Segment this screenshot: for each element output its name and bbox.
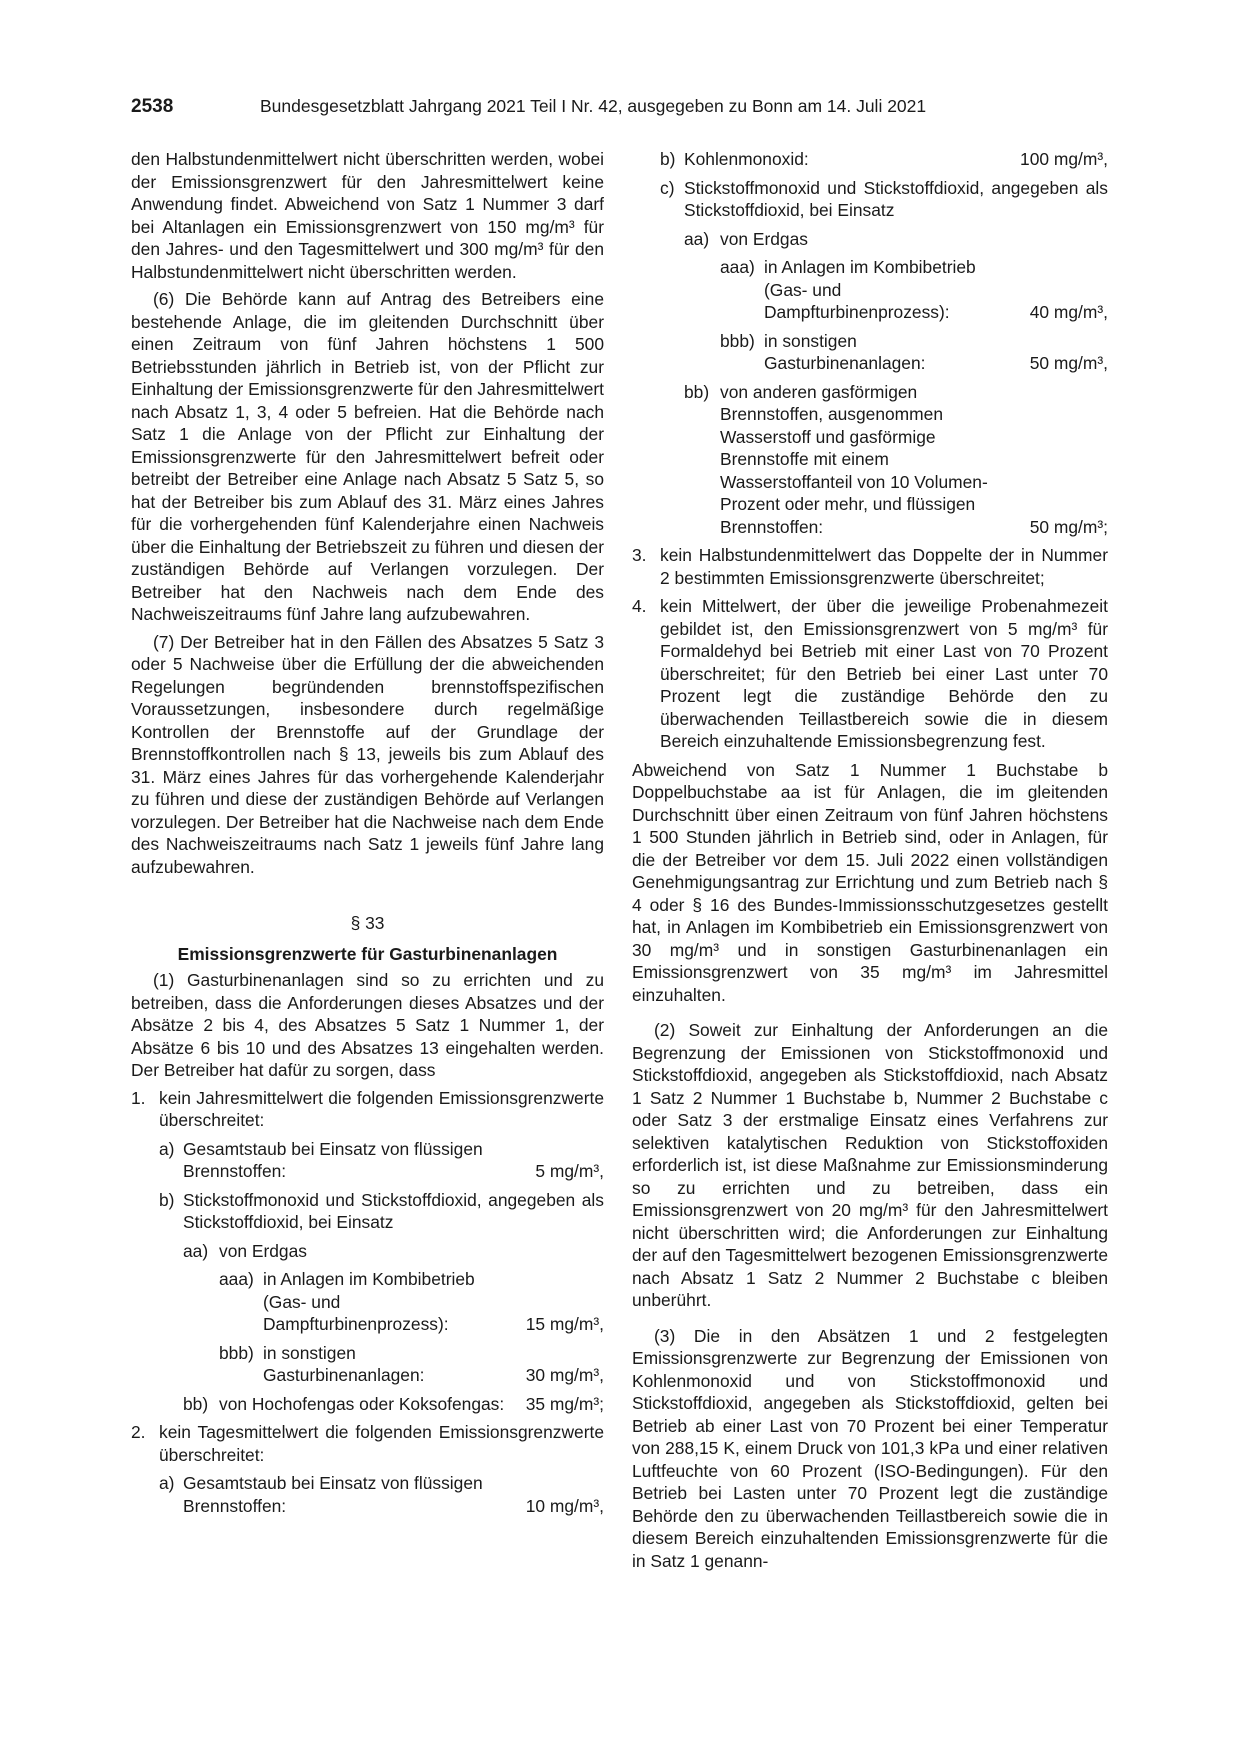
limit-value: 40 mg/m³, [1029,302,1108,322]
paragraph-7: (7) Der Betreiber hat in den Fällen des Absatzes 5 Satz 3 oder 5 Nachweise über die Erfüllung der die abweichenden Regelungen begründenden brennstoffspezifischen Voraussetzungen, insbesondere durch regelmäßige Kontrollen der Brennstoffe auf der Grundlage der Brennstoffkontrollen nach § 13, jeweils bis zum Ablauf des 31. März eines Jahres für das vorhergehende Kalenderjahr zu führen und diese der zuständigen Behörde auf Verlangen vorzulegen. Der Betreiber hat die Nachweise nach dem Ende des Nachweiszeitraums nach Satz 1 jeweils fünf Jahre lang aufzubewahren. [131,631,604,877]
running-head: Bundesgesetzblatt Jahrgang 2021 Teil I Nr. 42, ausgegeben zu Bonn am 14. Juli 2021 [260,96,927,116]
item-text: Kohlenmonoxid: [684,149,809,169]
limit-value: 50 mg/m³; [1029,516,1108,537]
item-text: Stickstoffmonoxid und Stickstoffdioxid, angegeben als Stickstoffdioxid, bei Einsatz [684,177,1108,220]
list-item-2b [632,148,1108,171]
list-item-1a [131,1138,604,1183]
item-label: bb) [183,1393,209,1414]
right-column [632,148,1108,1577]
item-text: von Hochofengas oder Koksofengas: [219,1393,505,1414]
limit-value: 35 mg/m³; [525,1393,604,1414]
item-text: kein Mittelwert, der über die jeweilige Probenahmezeit gebildet ist, den Emissionsgrenzwert von 5 mg/m³ für Formaldehyd bei Betrieb mit einer Last von 70 Prozent überschreitet; für den Betrieb bei einer Last unter 70 Prozent legt die zuständige Behörde den zu überwachenden Teillastbereich sowie die in diesem Bereich einzuhaltende Emissionsbegrenzung fest. [660,596,1108,751]
paragraph-abweichend: Abweichend von Satz 1 Nummer 1 Buchstabe b Doppelbuchstabe aa ist für Anlagen, die im gleitenden Durchschnitt über einen Zeitraum von fünf Jahren höchstens 1 500 Stunden jährlich in Betrieb sind, oder in Anlagen, für die der Betreiber vor dem 15. Juli 2022 einen vollständigen Genehmigungsantrag zur Errichtung und zum Betrieb nach § 4 oder § 16 des Bundes-Immissionsschutzgesetzes gestellt hat, in Anlagen im Kombibetrieb ein Emissionsgrenzwert von 30 mg/m³ und in sonstigen Gasturbinenanlagen ein Emissionsgrenzwert von 35 mg/m³ im Jahresmittel einzuhalten. [632,759,1108,1005]
item-text: in sonstigen Gasturbinenanlagen: [263,1342,425,1385]
section-paragraph-1: (1) Gasturbinenanlagen sind so zu errichten und zu betreiben, dass die Anforderungen dieses Absatzes und der Absätze 2 bis 4, des Absatzes 5 Satz 1 Nummer 1, der Absätze 6 bis 10 und des Absatzes 13 eingehalten werden. Der Betreiber hat dafür zu sorgen, dass [131,970,604,1080]
list-item-2c-aa [632,228,1108,251]
item-text: kein Halbstundenmittelwert das Doppelte der in Nummer 2 bestimmten Emissionsgrenzwerte überschreitet; [660,545,1108,588]
item-label: 4. [632,596,647,616]
item-text: kein Tagesmittelwert die folgenden Emissionsgrenzwerte überschreitet: [159,1422,604,1465]
item-label: aaa) [219,1269,254,1289]
list-item-3 [632,544,1108,589]
item-label: bbb) [720,330,755,351]
list-item-1 [131,1087,604,1132]
limit-value: 5 mg/m³, [535,1161,604,1181]
item-text: in Anlagen im Kombibetrieb (Gas- und Dampfturbinenprozess): [764,257,976,322]
limit-value: 15 mg/m³, [525,1314,604,1334]
list-item-2c-bbb [632,330,1108,375]
item-text: kein Jahresmittelwert die folgenden Emissionsgrenzwerte überschreitet: [159,1087,604,1130]
item-label: aaa) [720,257,755,277]
limit-value: 50 mg/m³, [1029,353,1108,373]
item-label: 3. [632,545,647,565]
list-item-2c [632,177,1108,222]
left-column [131,148,604,1523]
item-text: Gesamtstaub bei Einsatz von flüssigen Brennstoffen: [183,1473,483,1516]
list-item-1b-bb [131,1393,604,1416]
limit-value: 10 mg/m³, [525,1495,604,1516]
item-label: c) [660,177,675,198]
item-text: in sonstigen Gasturbinenanlagen: [764,330,926,373]
list-item-2c-bb [632,381,1108,539]
item-label: aa) [684,228,710,249]
limit-value: 100 mg/m³, [1020,149,1108,169]
item-text: von anderen gasförmigen Brennstoffen, ausgenommen Wasserstoff und gasförmige Brennstoffe mit einem Wasserstoffanteil von 10 Volumen-Prozent oder mehr, und flüssigen Brennstoffen: [720,381,988,537]
item-label: b) [660,149,676,169]
item-text: von Erdgas [720,228,808,249]
page-header [131,96,1111,126]
item-text: in Anlagen im Kombibetrieb (Gas- und Dampfturbinenprozess): [263,1269,475,1334]
list-item-2a [131,1472,604,1517]
item-text: Gesamtstaub bei Einsatz von flüssigen Brennstoffen: [183,1138,483,1181]
page-number: 2538 [131,96,174,117]
item-label: a) [159,1473,175,1493]
section-paragraph-3: (3) Die in den Absätzen 1 und 2 festgelegten Emissionsgrenzwerte zur Begrenzung der Emissionen von Kohlenmonoxid und von Stickstoffmonoxid und Stickstoffdioxid, angegeben als Stickstoffdioxid, gelten bei Betrieb ab einer Last von 70 Prozent bei einer Temperatur von 288,15 K, einem Druck von 101,3 kPa und einer relativen Luftfeuchte von 60 Prozent (ISO-Bedingungen). Für den Betrieb bei Lasten unter 70 Prozent legt die zuständige Behörde den zu überwachenden Teillastbereich sowie die in diesem Bereich einzuhaltenden Emissionsgrenzwerte für die in Satz 1 genann- [632,1325,1108,1571]
list-item-2 [131,1421,604,1466]
list-item-2c-aaa [632,256,1108,324]
item-label: a) [159,1138,175,1159]
item-label: aa) [183,1240,209,1261]
paragraph-continued: den Halbstundenmittelwert nicht überschritten werden, wobei der Emissionsgrenzwert für den Jahresmittelwert keine Anwendung findet. Abweichend von Satz 1 Nummer 3 darf bei Altanlagen ein Emissionsgrenzwert von 150 mg/m³ für den Jahres- und den Tagesmittelwert und 300 mg/m³ für den Halbstundenmittelwert nicht überschritten werden. [131,149,604,282]
item-label: bbb) [219,1342,254,1363]
paragraph-6: (6) Die Behörde kann auf Antrag des Betreibers eine bestehende Anlage, die im gleitenden Durchschnitt über einen Zeitraum von fünf Jahren höchstens 1 500 Betriebsstunden jährlich in Betrieb ist, von der Pflicht zur Einhaltung der Emissionsgrenzwerte für den Jahresmittelwert nach Absatz 1, 3, 4 oder 5 befreien. Hat die Behörde nach Satz 1 die Anlage von der Pflicht zur Einhaltung der Emissionsgrenzwerte für den Jahresmittelwert befreit oder betreibt der Betreiber eine Anlage nach Absatz 5 Satz 5, so hat der Betreiber bis zum Ablauf des 31. März eines Jahres für die vorhergehenden fünf Kalenderjahre einen Nachweis über die Einhaltung der Betriebszeit zu führen und diesen der zuständigen Behörde auf Verlangen vorzulegen. Der Betreiber hat den Nachweis nach dem Ende des Nachweiszeitraums fünf Jahre lang aufzubewahren. [131,289,604,624]
limit-value: 30 mg/m³, [525,1365,604,1385]
item-label: bb) [684,381,710,402]
item-text: Stickstoffmonoxid und Stickstoffdioxid, angegeben als Stickstoffdioxid, bei Einsatz [183,1189,604,1232]
list-item-1b-aaa [131,1268,604,1336]
section-title: Emissionsgrenzwerte für Gasturbinenanlagen [177,943,558,964]
list-item-1b [131,1189,604,1234]
section-paragraph-2: (2) Soweit zur Einhaltung der Anforderungen an die Begrenzung der Emissionen von Stickstoffmonoxid und Stickstoffdioxid, angegeben als Stickstoffdioxid, nach Absatz 1 Satz 2 Nummer 1 Buchstabe b, Nummer 2 Buchstabe c oder Satz 3 der erstmalige Einsatz eines Verfahrens zur selektiven katalytischen Reduktion von Stickstoffoxiden erforderlich ist, ist diese Maßnahme zur Emissionsminderung so zu errichten und zu betreiben, dass ein Emissionsgrenzwert von 20 mg/m³ für den Jahresmittelwert nicht überschritten wird; die Anforderungen zur Einhaltung der auf den Tagesmittelwert bezogenen Emissionsgrenzwerte nach Absatz 1 Satz 2 Nummer 2 Buchstabe c bleiben unberührt. [632,1020,1108,1310]
list-item-1b-aa [131,1240,604,1263]
list-item-1b-bbb [131,1342,604,1387]
section-number: § 33 [350,913,385,933]
item-label: 1. [131,1087,146,1108]
item-label: 2. [131,1422,146,1442]
list-item-4 [632,595,1108,753]
item-text: von Erdgas [219,1240,307,1261]
item-label: b) [159,1189,175,1210]
